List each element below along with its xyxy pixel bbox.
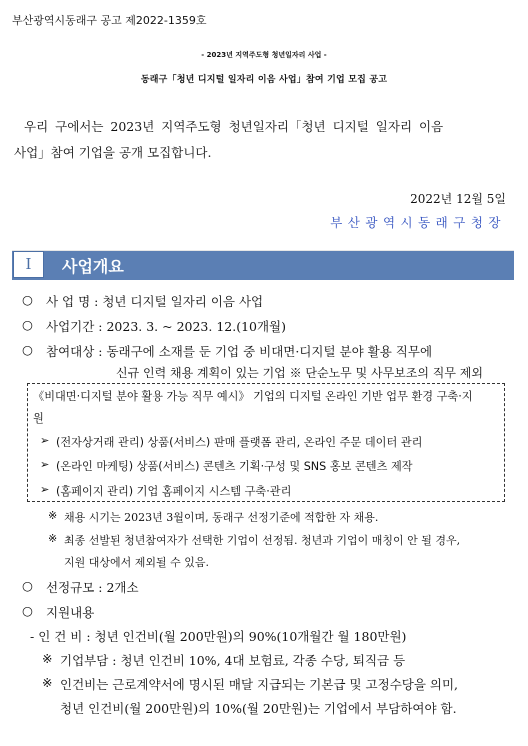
intro-line-1: 우리 구에서는 2023년 지역주도형 청년일자리「청년 디지털 일자리 이음 [24,119,444,134]
issuer-name: 부산광역시동래구청장 [330,215,506,230]
final-selection-note-1: 최종 선발된 청년참여자가 선택한 기업이 선정됨. 청년과 기업이 매칭이 안 될 경우, [64,534,461,547]
intro-line-2: 사업」참여 기업을 공개 모집합니다. [14,145,212,160]
announcement-number: 부산광역시동래구 공고 제2022-1359호 [12,14,207,27]
selection-scale: 선정규모 : 2개소 [46,580,139,595]
arrow-icon: ➢ [40,483,50,496]
note-mark-icon: ※ [42,675,53,690]
example-item: (홈페이지 관리) 기업 홈페이지 시스템 구축·관리 [56,485,292,498]
bullet-icon: ○ [22,317,33,332]
note-mark-icon: ※ [48,509,58,522]
project-name: 사 업 명 : 청년 디지털 일자리 이음 사업 [46,294,264,309]
examples-header-line-1: 《비대면·디지털 분야 활용 가능 직무 예시》 기업의 디지털 온라인 기반 업무 환경 구축·지 [33,390,473,403]
final-selection-note-2: 지원 대상에서 제외될 수 있음. [64,556,209,569]
announcement-date: 2022년 12월 5일 [410,192,506,206]
section-number: Ⅰ [25,255,32,273]
project-period: 사업기간 : 2023. 3. ~ 2023. 12.(10개월) [46,319,287,334]
example-item: (온라인 마케팅) 상품(서비스) 콘텐츠 기획·구성 및 SNS 홍보 콘텐츠 제작 [56,460,413,473]
company-share: 기업부담 : 청년 인건비 10%, 4대 보험료, 각종 수당, 퇴직금 등 [60,653,406,668]
examples-header-line-2: 원 [33,412,44,425]
note-mark-icon: ※ [42,651,53,666]
arrow-icon: ➢ [40,458,50,471]
labor-cost-support: - 인 건 비 : 청년 인건비(월 200만원)의 90%(10개월간 월 180만원) [30,629,407,644]
section-title: 사업개요 [62,257,124,276]
labor-cost-note-1: 인건비는 근로계약서에 명시된 매달 지급되는 기본급 및 고정수당을 의미, [60,677,459,692]
note-mark-icon: ※ [48,532,58,545]
support-heading: 지원내용 [46,605,95,620]
target-line-2: 신규 인력 채용 계획이 있는 기업 ※ 단순노무 및 사무보조의 직무 제외 [116,366,483,380]
bullet-icon: ○ [22,603,33,618]
document-subtitle: - 2023년 지역주도형 청년일자리 사업 - [201,51,327,59]
bullet-icon: ○ [22,292,33,307]
target-line-1: 참여대상 : 동래구에 소재를 둔 기업 중 비대면·디지털 분야 활용 직무에 [46,344,433,359]
document-title: 동래구「청년 디지털 일자리 이음 사업」참여 기업 모집 공고 [140,75,388,85]
hiring-note: 채용 시기는 2023년 3월이며, 동래구 선정기준에 적합한 자 채용. [64,511,379,524]
labor-cost-note-2: 청년 인건비(월 200만원)의 10%(월 20만원)는 기업에서 부담하여야 함. [60,701,457,716]
bullet-icon: ○ [22,342,33,357]
example-item: (전자상거래 관리) 상품(서비스) 판매 플랫폼 관리, 온라인 주문 데이터 관리 [56,436,423,449]
bullet-icon: ○ [22,578,33,593]
arrow-icon: ➢ [40,434,50,447]
